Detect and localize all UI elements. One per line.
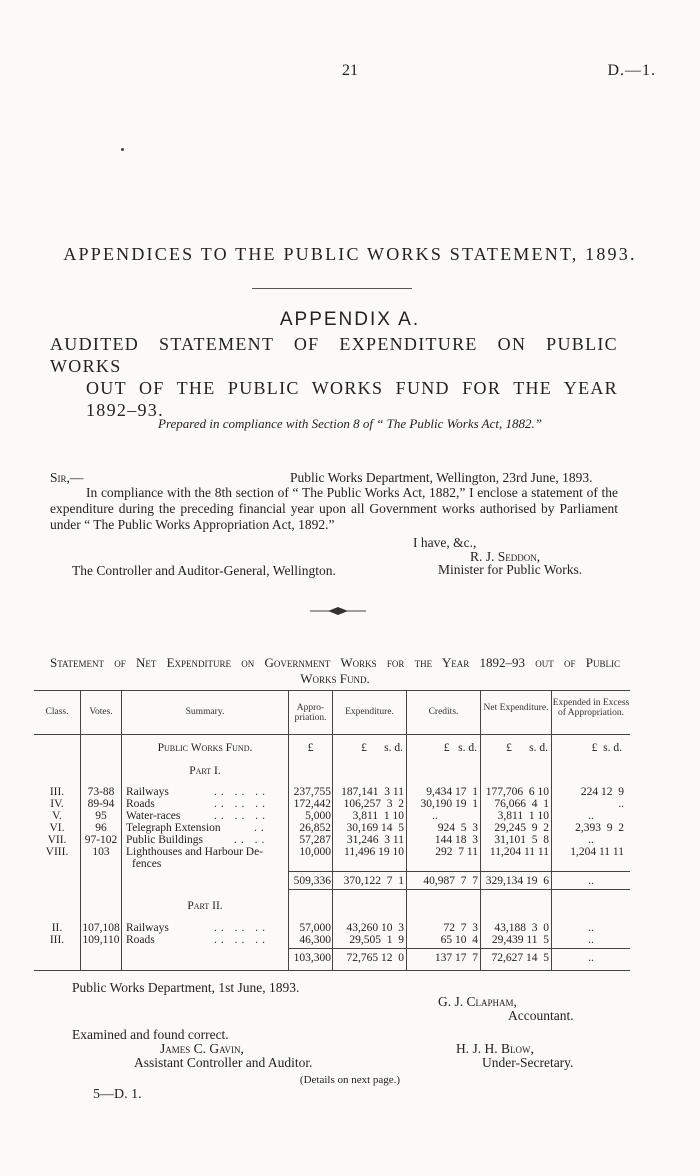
- row-leader: .. .. ..: [214, 922, 269, 934]
- row-appropriation: 57,287: [299, 834, 331, 846]
- examined-note: Examined and found correct.: [72, 1027, 229, 1042]
- appendix-title-line-1: AUDITED STATEMENT OF EXPENDITURE ON PUBLIC WORKS: [50, 334, 618, 376]
- row-expenditure: 31,246 3 11: [346, 834, 404, 846]
- total-expenditure: 370,122 7 1: [343, 875, 404, 887]
- row-leader: ..: [254, 822, 268, 834]
- unit-credits: £ s. d.: [443, 742, 477, 754]
- row-appropriation: 5,000: [305, 810, 331, 822]
- row-class: VIII.: [45, 846, 69, 858]
- total-net: 329,134 19 6: [485, 875, 549, 887]
- row-excess: 224 12 9: [580, 786, 624, 798]
- letter-signatory: R. J. Seddon,: [470, 549, 541, 564]
- header-votes: Votes.: [89, 707, 113, 717]
- part-1-label: Part I.: [189, 765, 221, 777]
- row-net: 76,066 4 1: [494, 798, 549, 810]
- row-net: 177,706 6 10: [485, 786, 549, 798]
- row-summary: Water-races: [126, 810, 181, 822]
- total-net: 72,627 14 5: [491, 952, 549, 964]
- total-credits: 137 17 7: [434, 952, 478, 964]
- row-expenditure: 43,260 10 3: [346, 922, 404, 934]
- row-class: III.: [49, 934, 65, 946]
- row-credits: 9,434 17 1: [426, 786, 478, 798]
- row-votes: 89-94: [87, 798, 115, 810]
- row-excess: ..: [618, 798, 624, 810]
- header-class: Class.: [45, 707, 69, 717]
- row-votes: 103: [92, 846, 110, 858]
- table-caption: [50, 655, 620, 687]
- unit-excess: £ s. d.: [591, 742, 622, 754]
- signature-mark: 5—D. 1.: [93, 1087, 142, 1102]
- total-expenditure: 72,765 12 0: [346, 952, 404, 964]
- gavin-name: James C. Gavin,: [160, 1041, 244, 1056]
- row-net: 11,204 11 11: [489, 846, 549, 858]
- row-credits: 72 7 3: [443, 922, 478, 934]
- letter-body: In compliance with the 8th section of “ The Public Works Act, 1882,” I enclose a statement of the expenditure during the preceding financial year upon all Government works authorised by Parliament under “ The Public Works Appropriation Act, 1892.”: [50, 485, 618, 532]
- row-votes: 96: [95, 822, 107, 834]
- unit-net: £ s. d.: [506, 742, 548, 754]
- blow-title: Under-Secretary.: [482, 1055, 574, 1070]
- letter-salutation: Sir,—: [50, 470, 84, 485]
- row-leader: .. .. ..: [214, 798, 269, 810]
- row-excess: 1,204 11 11: [570, 846, 624, 858]
- row-votes: 97-102: [84, 834, 118, 846]
- header-net-expenditure: Net Expenditure.: [483, 703, 549, 713]
- row-excess: ..: [588, 810, 594, 822]
- gavin-title: Assistant Controller and Auditor.: [134, 1055, 313, 1070]
- row-appropriation: 57,000: [299, 922, 331, 934]
- row-net: 3,811 1 10: [497, 810, 549, 822]
- letter-closing: I have, &c.,: [413, 535, 477, 550]
- total-credits: 40,987 7 7: [423, 875, 478, 887]
- row-summary: Roads: [126, 798, 155, 810]
- row-summary-continued: fences: [132, 858, 162, 870]
- row-class: II.: [51, 922, 63, 934]
- row-net: 29,245 9 2: [494, 822, 549, 834]
- header-credits: Credits.: [428, 707, 459, 717]
- header-expenditure: Expenditure.: [345, 707, 394, 717]
- row-excess: ..: [588, 834, 594, 846]
- row-appropriation: 172,442: [293, 798, 331, 810]
- part-2-label: Part II.: [187, 900, 223, 912]
- expenditure-statement-table-rows: [34, 690, 630, 972]
- row-votes: 107,108: [82, 922, 120, 934]
- row-summary: Lighthouses and Harbour De-: [126, 846, 264, 858]
- row-credits: 144 18 3: [434, 834, 478, 846]
- row-summary: Railways: [126, 786, 169, 798]
- table-caption-line-2: Works Fund.: [300, 671, 370, 686]
- row-summary: Telegraph Extension: [126, 822, 221, 834]
- row-appropriation: 10,000: [299, 846, 331, 858]
- letter-origin: Public Works Department, Wellington, 23rd June, 1893.: [290, 470, 593, 485]
- row-class: IV.: [50, 798, 64, 810]
- stray-ink-mark: [121, 148, 124, 151]
- row-net: 29,439 11 5: [491, 934, 549, 946]
- row-net: 31,101 5 8: [494, 834, 549, 846]
- row-expenditure: 187,141 3 11: [341, 786, 404, 798]
- compliance-note: Prepared in compliance with Section 8 of “ The Public Works Act, 1882.”: [158, 416, 542, 431]
- row-class: V.: [52, 810, 62, 822]
- blow-name: H. J. H. Blow,: [456, 1041, 534, 1056]
- total-excess: ..: [588, 952, 594, 964]
- row-votes: 95: [95, 810, 107, 822]
- row-net: 43,188 3 0: [494, 922, 549, 934]
- heading-rule: [252, 288, 412, 289]
- document-code: D.—1.: [607, 62, 656, 79]
- row-expenditure: 3,811 1 10: [352, 810, 404, 822]
- row-credits: 30,190 19 1: [420, 798, 478, 810]
- page-number: 21: [342, 62, 358, 79]
- letter-addressee: The Controller and Auditor-General, Wellington.: [72, 563, 336, 578]
- details-note: (Details on next page.): [299, 1074, 401, 1086]
- total-appropriation: 509,336: [293, 875, 331, 887]
- row-expenditure: 29,505 1 9: [349, 934, 404, 946]
- unit-appropriation: £: [307, 742, 314, 754]
- appendix-title: [50, 333, 618, 421]
- row-excess: 2,393 9 2: [575, 822, 624, 834]
- row-class: VII.: [47, 834, 67, 846]
- header-summary: Summary.: [185, 707, 225, 717]
- total-appropriation: 103,300: [293, 952, 331, 964]
- row-credits: ..: [432, 810, 438, 822]
- clapham-title: Accountant.: [508, 1008, 574, 1023]
- total-excess: ..: [588, 875, 594, 887]
- row-class: VI.: [49, 822, 65, 834]
- appendix-title-line-3: 1892–93.: [86, 400, 164, 420]
- row-leader: .. .. ..: [214, 934, 269, 946]
- row-credits: 65 10 4: [440, 934, 478, 946]
- fund-heading: Public Works Fund.: [157, 742, 253, 754]
- row-summary: Roads: [126, 934, 155, 946]
- unit-expenditure: £ s. d.: [361, 742, 403, 754]
- ornamental-divider: [310, 606, 366, 616]
- row-expenditure: 11,496 19 10: [344, 846, 404, 858]
- row-leader: .. .. ..: [214, 786, 269, 798]
- clapham-name: G. J. Clapham,: [438, 994, 517, 1009]
- row-credits: 924 5 3: [437, 822, 478, 834]
- row-expenditure: 106,257 3 2: [343, 798, 404, 810]
- row-excess: ..: [588, 934, 594, 946]
- row-credits: 292 7 11: [435, 846, 478, 858]
- table-caption-line-1: Statement of Net Expenditure on Government Works for the Year 1892–93 out of Public: [50, 655, 620, 670]
- row-votes: 73-88: [87, 786, 115, 798]
- appendix-title-line-2: OUT OF THE PUBLIC WORKS FUND FOR THE YEAR: [86, 378, 618, 398]
- row-summary: Public Buildings: [126, 834, 203, 846]
- row-excess: ..: [588, 922, 594, 934]
- row-appropriation: 26,852: [299, 822, 331, 834]
- header-appropriation: Appro-priation.: [294, 703, 327, 723]
- row-leader: .. ..: [234, 834, 269, 846]
- row-votes: 109,110: [82, 934, 120, 946]
- header-excess: Expended in Excess of Appropriation.: [552, 698, 630, 718]
- main-heading: APPENDICES TO THE PUBLIC WORKS STATEMENT, 1893.: [63, 244, 637, 264]
- row-appropriation: 46,300: [299, 934, 331, 946]
- row-class: III.: [49, 786, 65, 798]
- row-leader: .. .. ..: [214, 810, 269, 822]
- appendix-label: APPENDIX A.: [279, 309, 421, 330]
- row-expenditure: 30,169 14 5: [346, 822, 404, 834]
- row-appropriation: 237,755: [293, 786, 331, 798]
- row-summary: Railways: [126, 922, 169, 934]
- letter-signatory-title: Minister for Public Works.: [438, 562, 583, 577]
- footer-department-date: Public Works Department, 1st June, 1893.: [72, 980, 300, 995]
